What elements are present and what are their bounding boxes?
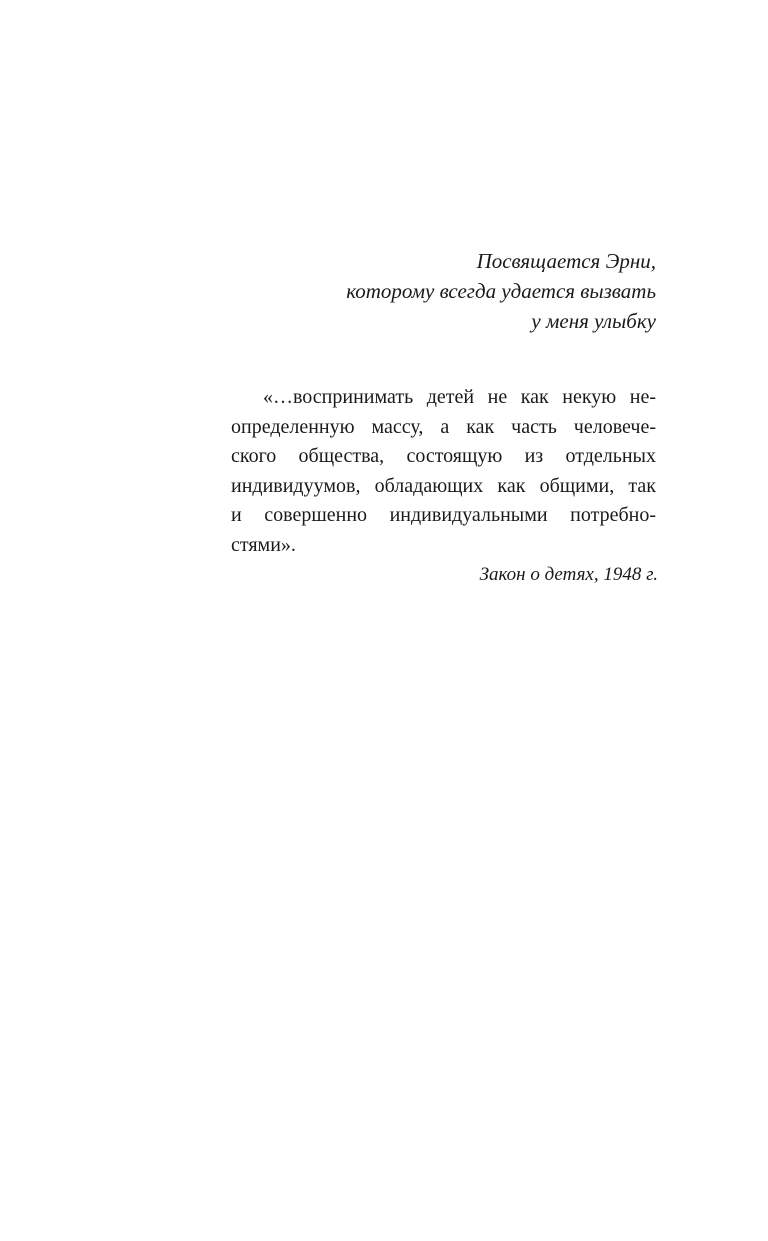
dedication-line: у меня улыбку — [531, 309, 656, 333]
epigraph-line: ского общества, состоящую из отдельных — [231, 445, 656, 467]
epigraph-line: стями». — [231, 533, 296, 556]
dedication-line: которому всегда удается вызвать — [346, 279, 656, 303]
dedication-line: Посвящается Эрни, — [476, 249, 656, 273]
epigraph-line: индивидуумов, обладающих как общими, так — [231, 474, 656, 497]
epigraph-line: определенную массу, а как часть человече- — [231, 415, 656, 438]
epigraph-source: Закон о детях, 1948 г. — [479, 564, 658, 585]
dedication — [236, 246, 656, 336]
epigraph-line: «…воспринимать детей не как некую не- — [263, 386, 656, 408]
epigraph — [231, 383, 656, 590]
epigraph-line: и совершенно индивидуальными потребно- — [231, 504, 656, 526]
